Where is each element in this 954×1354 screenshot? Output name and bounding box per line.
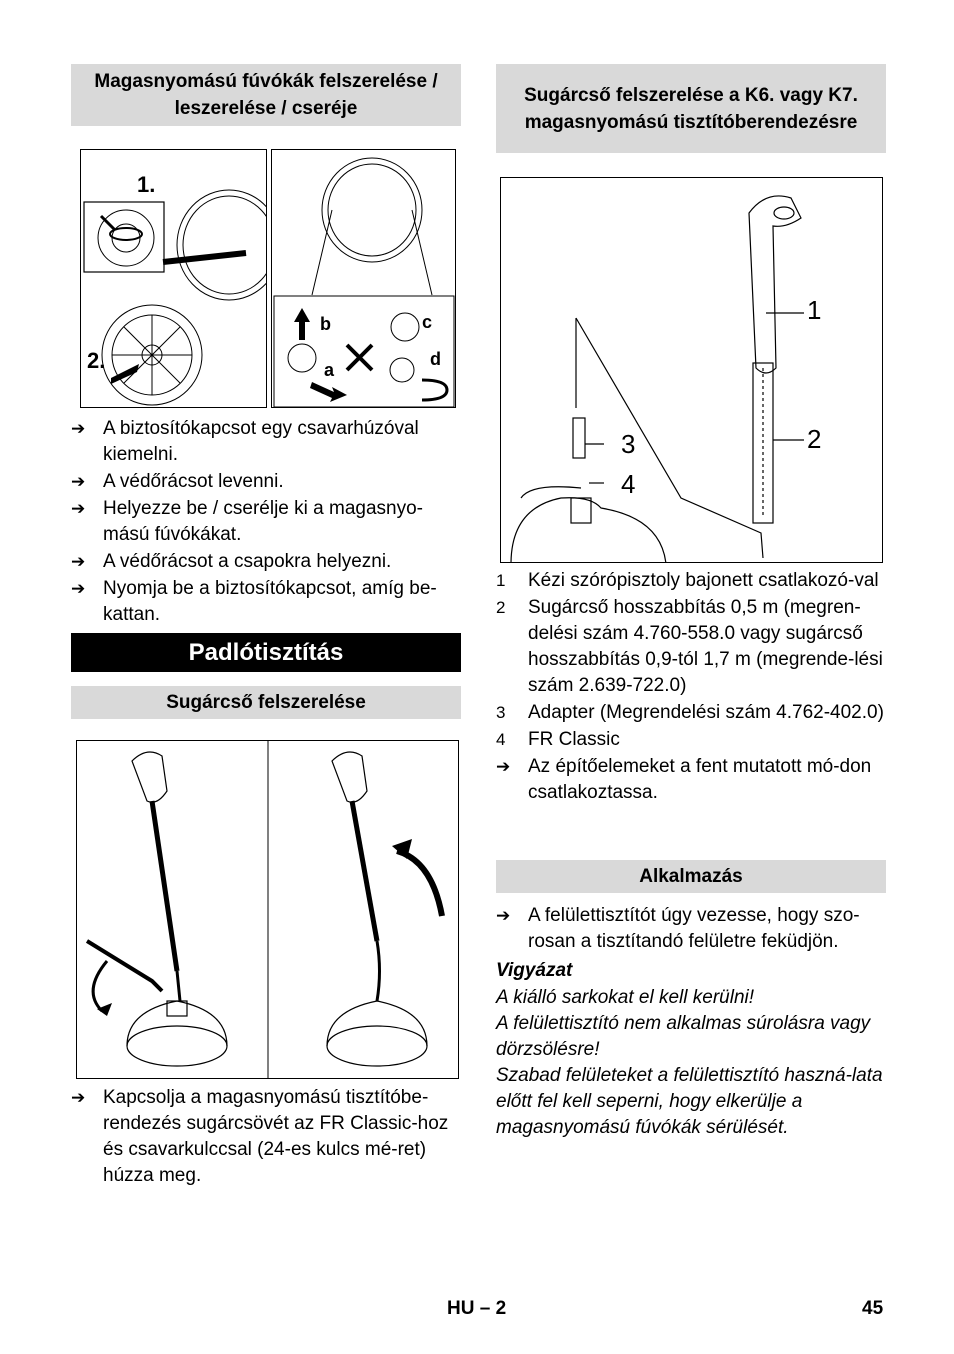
heading-usage: Alkalmazás [496,860,886,893]
list-item: ➔ A védőrácsot a csapokra helyezni. [71,549,461,575]
heading-nozzle-mounting: Magasnyomású fúvókák felszerelése / leszerelése / cseréje [71,64,461,126]
usage-steps-list [496,903,886,956]
list-item: ➔ A felülettisztítót úgy vezesse, hogy szo-rosan a tisztítandó felületre feküdjön. [496,903,886,955]
arrow-icon: ➔ [71,499,86,518]
list-item: 4 FR Classic [496,729,620,750]
arrow-icon: ➔ [71,419,86,438]
arrow-icon: ➔ [71,1088,86,1107]
list-item: ➔ Kapcsolja a magasnyomású tisztítóbe-rendezés sugárcsövét az FR Classic-hoz és csavarkulccsal (24-es kulcs mé-ret) húzza meg. [71,1085,461,1189]
list-item: 1 Kézi szórópisztoly bajonett csatlakozó-val [496,570,879,591]
step2-label: 2. [87,348,106,373]
list-item: 2 Sugárcső hosszabbítás 0,5 m (megren-delési szám 4.760-558.0 vagy sugárcső hosszabbítás 0,9-tól 1,7 m (megrende-lési szám 2.639-722.0) [496,597,883,696]
spray-lance-steps-list [71,1085,461,1190]
label-d: d [430,349,441,369]
figure-spray-lance-mounting [76,740,459,1079]
arrow-icon: ➔ [71,552,86,571]
callout-3: 3 [621,429,636,459]
callout-1: 1 [807,295,822,325]
callout-2: 2 [807,424,822,454]
nozzle-steps-list [71,416,461,629]
components-illustration [501,178,883,563]
figure-components [500,177,883,563]
figure-nozzle-steps-1-2 [80,149,267,408]
parts-list [496,568,886,807]
step1-label: 1. [137,172,156,197]
list-item: ➔ Helyezze be / cserélje ki a magasnyo-mású fúvókákat. [71,496,461,548]
list-item: ➔ Nyomja be a biztosítókapcsot, amíg be-kattan. [71,576,461,628]
caution-note: Vigyázat A kiálló sarkokat el kell kerülni! A felülettisztító nem alkalmas súrolásra vagy dörzsölésre! Szabad felületeket a felülettisztító haszná-lata előtt fel kell seperni, hogy elkerülje a magasnyomású fúvókák sérülését. [496,958,886,1141]
caution-title: Vigyázat [496,960,573,981]
list-item: ➔ A biztosítókapcsot egy csavarhúzóval kiemelni. [71,416,461,468]
label-b: b [320,314,331,334]
arrow-icon: ➔ [71,579,86,598]
nozzle-illustration-2 [272,150,456,408]
arrow-icon: ➔ [496,757,511,776]
spray-lance-illustration [77,741,459,1079]
heading-spray-lance-mounting: Sugárcső felszerelése [71,686,461,719]
arrow-icon: ➔ [496,906,511,925]
section-title-floor-cleaning: Padlótisztítás [71,633,461,672]
list-item: 3 Adapter (Megrendelési szám 4.762-402.0) [496,702,884,723]
callout-4: 4 [621,469,636,499]
page-number: 45 [862,1298,884,1319]
nozzle-illustration-1 [81,150,267,408]
list-item: ➔ Az építőelemeket a fent mutatott mó-don csatlakoztassa. [496,754,886,806]
label-c: c [422,312,433,332]
figure-nozzle-steps-a-d [271,149,456,408]
list-item: ➔ A védőrácsot levenni. [71,469,461,495]
heading-k6-k7-mounting: Sugárcső felszerelése a K6. vagy K7. magasnyomású tisztítóberendezésre [496,64,886,153]
arrow-icon: ➔ [71,472,86,491]
label-a: a [324,360,335,380]
footer-language-page: HU – 2 [447,1298,507,1319]
